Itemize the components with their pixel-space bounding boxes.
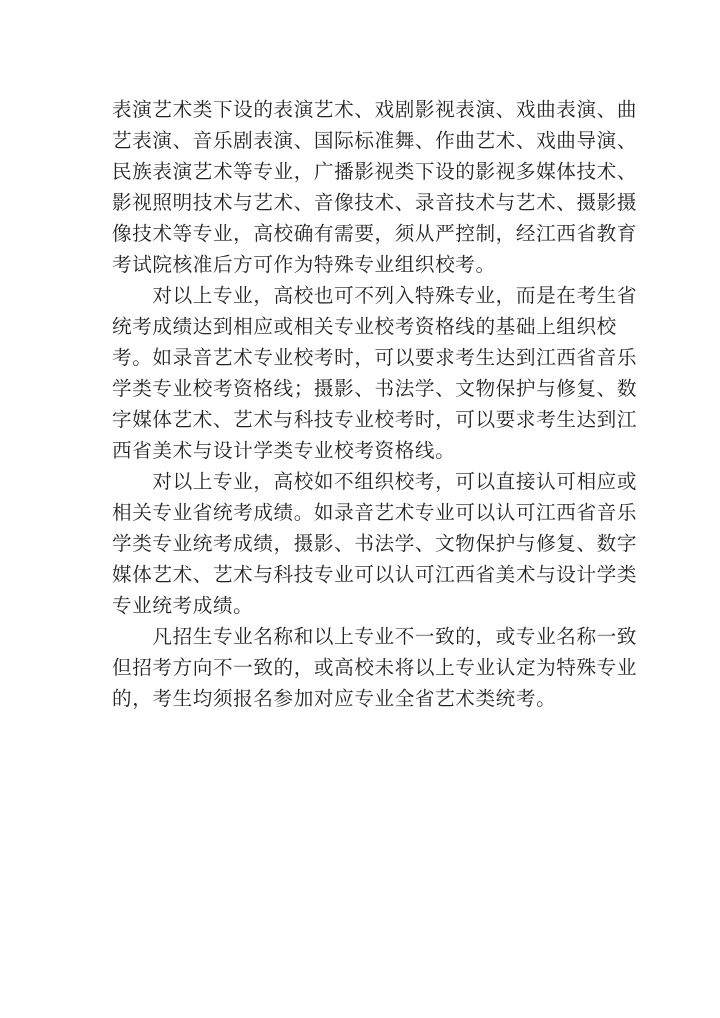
text-line: 像技术等专业，高校确有需要，须从严控制，经江西省教育 — [112, 222, 638, 245]
text-line: 对以上专业，高校如不组织校考，可以直接认可相应或 — [112, 470, 638, 493]
document-body — [112, 94, 638, 714]
paragraph-3 — [112, 466, 638, 621]
text-line: 的，考生均须报名参加对应专业全省艺术类统考。 — [112, 687, 557, 710]
text-line: 考。如录音艺术专业校考时，可以要求考生达到江西省音乐 — [112, 346, 638, 369]
text-line: 考试院核准后方可作为特殊专业组织校考。 — [112, 253, 496, 276]
paragraph-1 — [112, 94, 638, 280]
text-line: 但招考方向不一致的，或高校未将以上专业认定为特殊专业 — [112, 656, 638, 679]
text-line: 字媒体艺术、艺术与科技专业校考时，可以要求考生达到江 — [112, 408, 638, 431]
text-line: 统考成绩达到相应或相关专业校考资格线的基础上组织校 — [112, 315, 617, 338]
text-line: 艺表演、音乐剧表演、国际标准舞、作曲艺术、戏曲导演、 — [112, 129, 638, 152]
text-line: 影视照明技术与艺术、音像技术、录音技术与艺术、摄影摄 — [112, 191, 638, 214]
text-line: 民族表演艺术等专业，广播影视类下设的影视多媒体技术、 — [112, 160, 638, 183]
text-line: 凡招生专业名称和以上专业不一致的，或专业名称一致 — [112, 625, 638, 648]
text-line: 媒体艺术、艺术与科技专业可以认可江西省美术与设计学类 — [112, 563, 638, 586]
text-line: 学类专业校考资格线；摄影、书法学、文物保护与修复、数 — [112, 377, 638, 400]
paragraph-4 — [112, 621, 638, 714]
text-line: 表演艺术类下设的表演艺术、戏剧影视表演、戏曲表演、曲 — [112, 98, 638, 121]
text-line: 专业统考成绩。 — [112, 594, 254, 617]
text-line: 学类专业统考成绩，摄影、书法学、文物保护与修复、数字 — [112, 532, 638, 555]
text-line: 西省美术与设计学类专业校考资格线。 — [112, 439, 456, 462]
text-line: 相关专业省统考成绩。如录音艺术专业可以认可江西省音乐 — [112, 501, 638, 524]
paragraph-2 — [112, 280, 638, 466]
text-line: 对以上专业，高校也可不列入特殊专业，而是在考生省 — [112, 284, 638, 307]
